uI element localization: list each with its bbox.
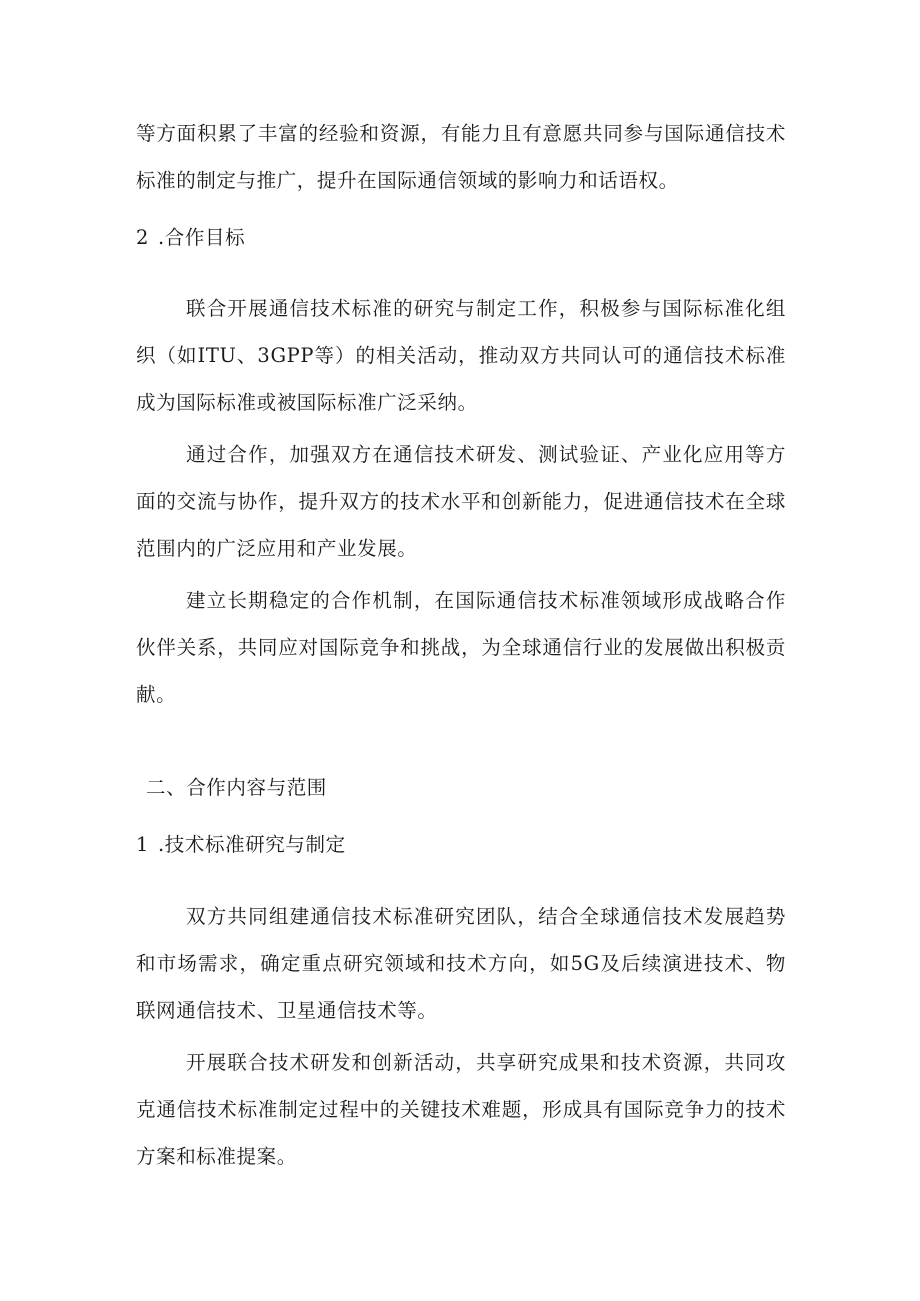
- intro-paragraph-tail: 等方面积累了丰富的经验和资源，有能力且有意愿共同参与国际通信技术标准的制定与推广，提升在国际通信领域的影响力和话语权。: [136, 122, 786, 192]
- heading-number: 1: [136, 833, 150, 856]
- research-paragraph-1: 双方共同组建通信技术标准研究团队，结合全球通信技术发展趋势和市场需求，确定重点研究领域和技术方向，如5G及后续演进技术、物联网通信技术、卫星通信技术等。: [136, 905, 786, 1022]
- goal-paragraph-2: 通过合作，加强双方在通信技术研发、测试验证、产业化应用等方面的交流与协作，提升双方的技术水平和创新能力，促进通信技术在全球范围内的广泛应用和产业发展。: [136, 443, 786, 560]
- heading-number: 2: [136, 226, 150, 249]
- goal-paragraph-1: 联合开展通信技术标准的研究与制定工作，积极参与国际标准化组织（如ITU、3GPP等）的相关活动，推动双方共同认可的通信技术标准成为国际标准或被国际标准广泛采纳。: [136, 297, 786, 414]
- heading-cooperation-goal: [136, 223, 245, 253]
- heading-standard-research: [136, 830, 346, 860]
- research-paragraph-2: 开展联合技术研发和创新活动，共享研究成果和技术资源，共同攻克通信技术标准制定过程中的关键技术难题，形成具有国际竞争力的技术方案和标准提案。: [136, 1051, 786, 1168]
- goal-paragraph-3: 建立长期稳定的合作机制，在国际通信技术标准领域形成战略合作伙伴关系，共同应对国际竞争和挑战，为全球通信行业的发展做出积极贡献。: [136, 589, 786, 706]
- heading-title: .技术标准研究与制定: [158, 833, 346, 856]
- heading-title: .合作目标: [158, 226, 246, 249]
- section-two-title: 二、合作内容与范围: [146, 776, 327, 799]
